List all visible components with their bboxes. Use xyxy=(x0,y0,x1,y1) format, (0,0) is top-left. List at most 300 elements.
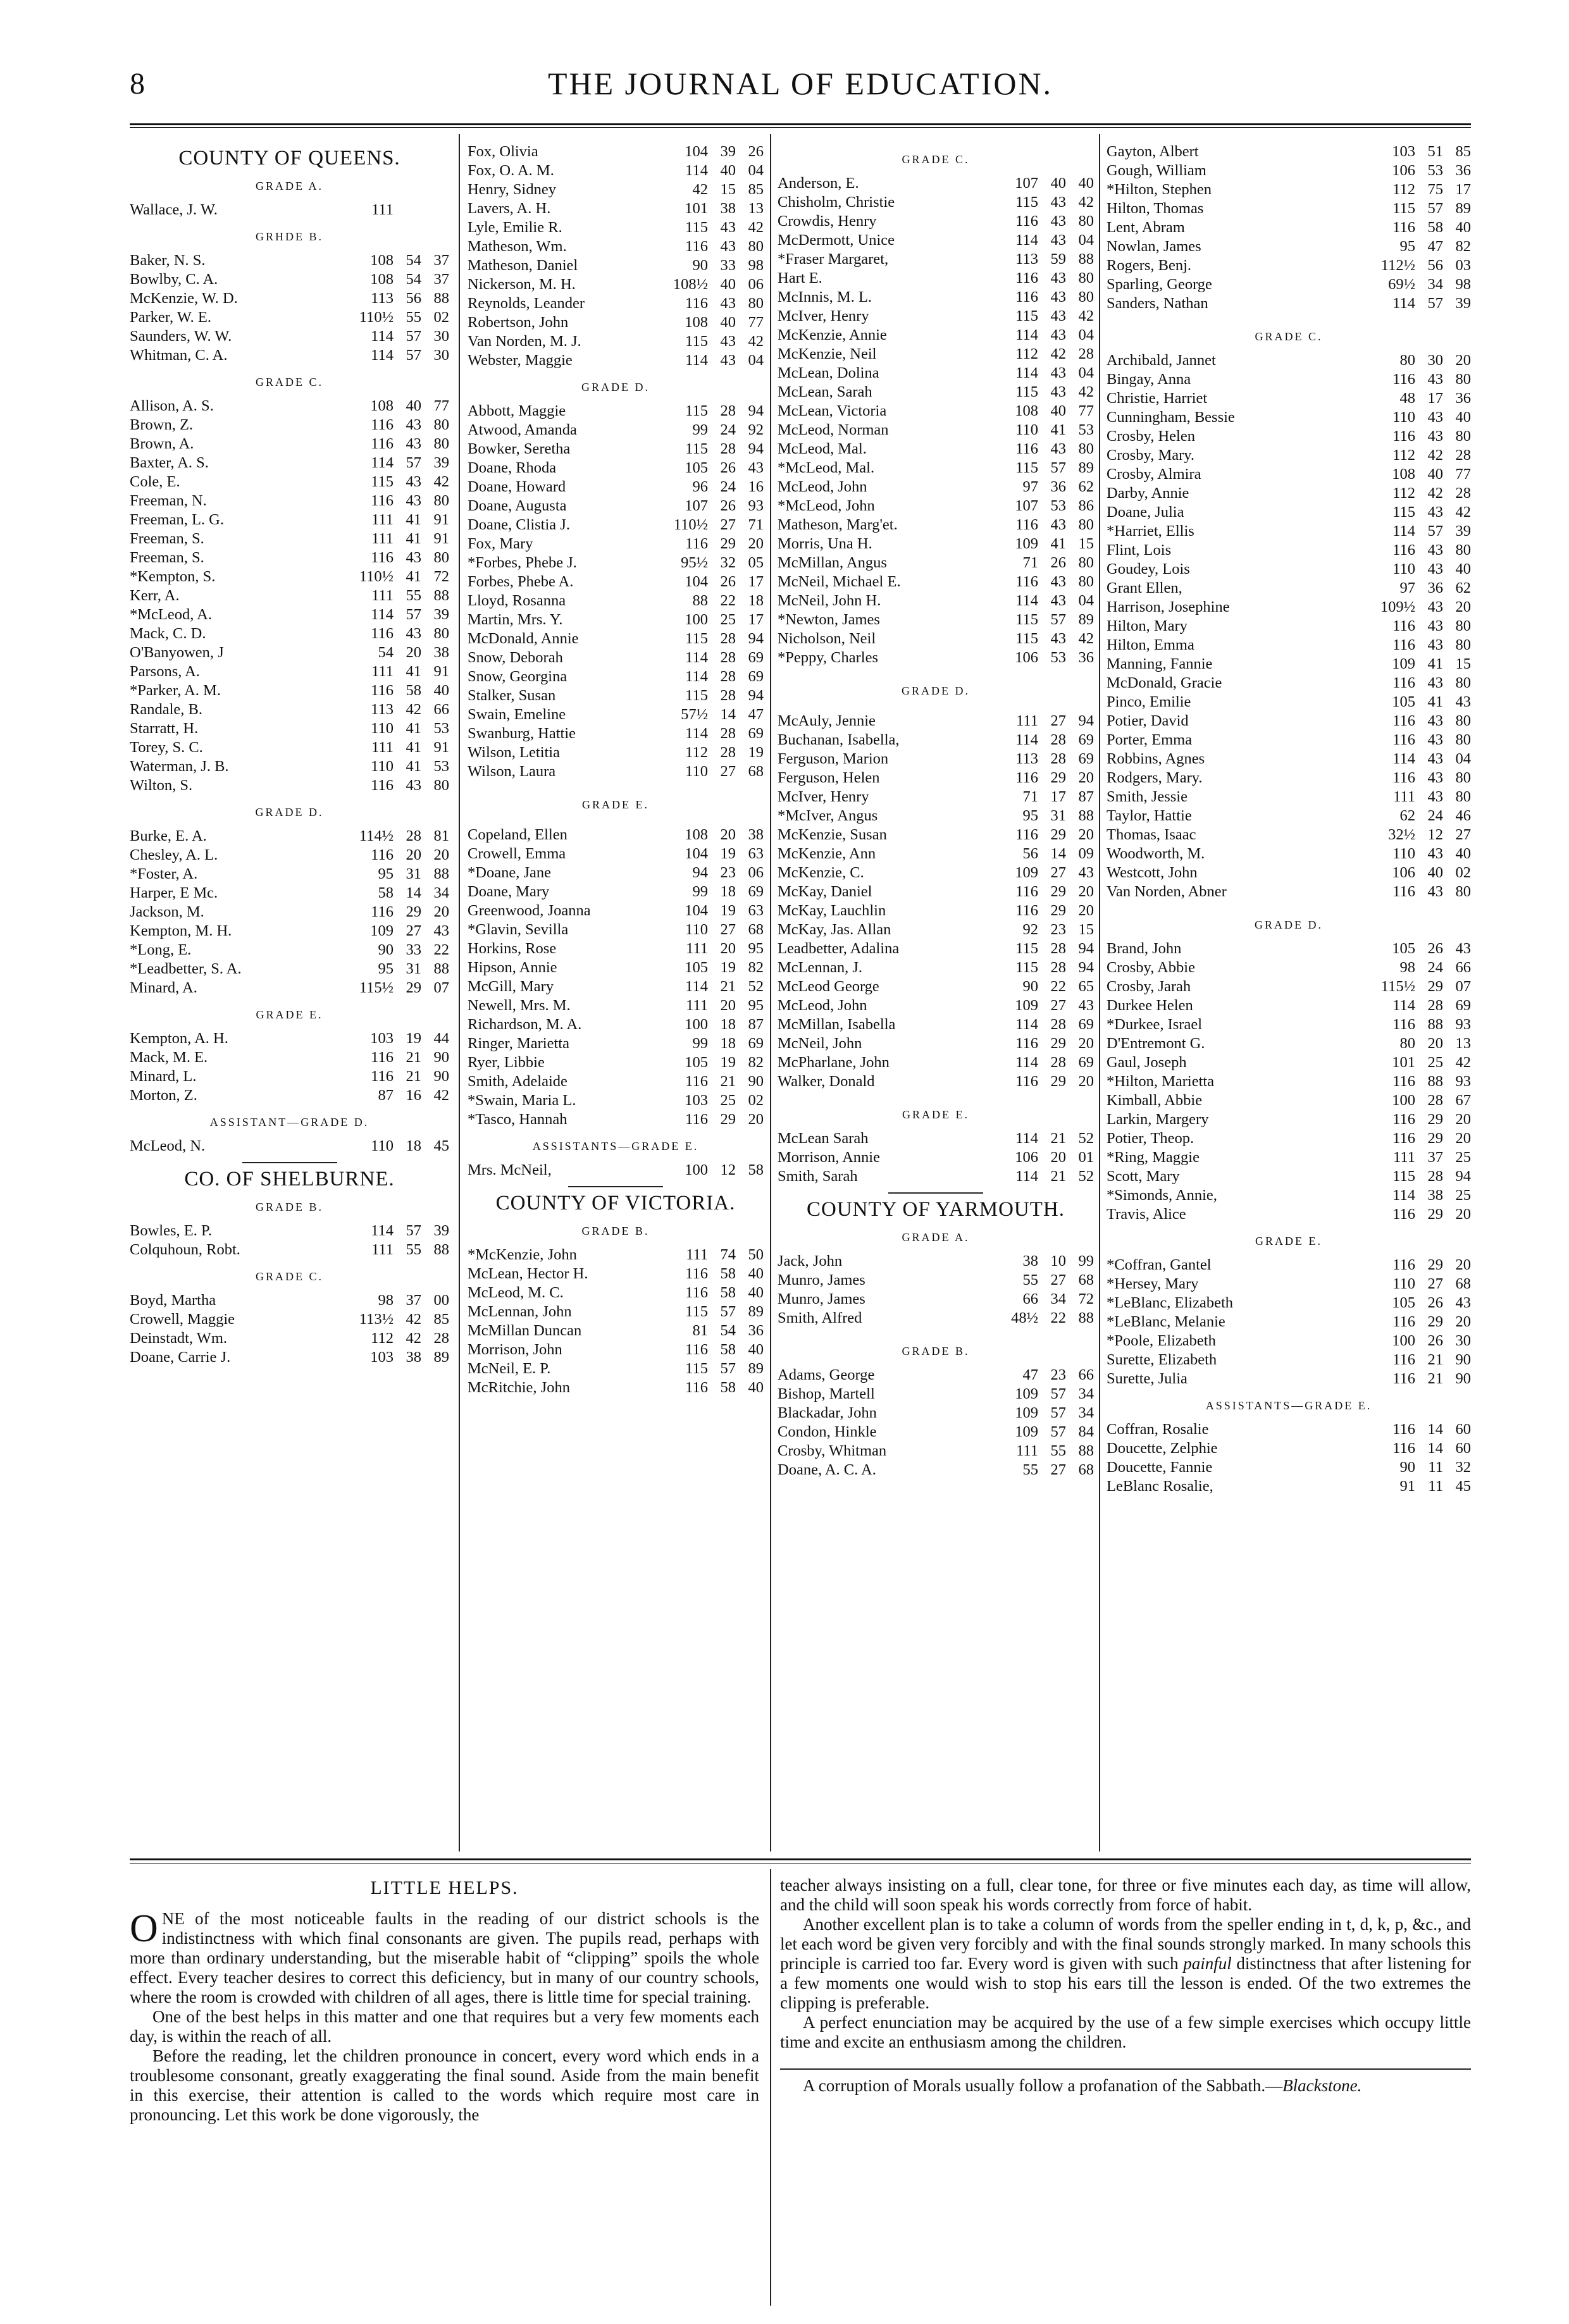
days-attended: 108 xyxy=(370,252,394,269)
grant-amount: 27 xyxy=(1427,1275,1443,1292)
grant-cents: 42 xyxy=(433,473,449,490)
days-attended: 92 xyxy=(1022,921,1038,938)
result-row xyxy=(1107,427,1471,446)
article-paragraph-2: One of the best helps in this matter and one that requires but a very few moments each day, is within the reach of all. xyxy=(130,2007,759,2046)
grant-amount: 19 xyxy=(720,902,736,919)
grant-amount: 43 xyxy=(1050,194,1066,211)
result-row xyxy=(1107,237,1471,256)
grant-amount: 57 xyxy=(406,328,421,345)
grant-amount: 29 xyxy=(1427,978,1443,995)
column-divider-1 xyxy=(459,134,460,1851)
days-attended: 116 xyxy=(1015,516,1038,533)
grant-amount: 53 xyxy=(1427,162,1443,179)
grant-amount: 29 xyxy=(1050,883,1066,900)
grant-cents: 80 xyxy=(1078,440,1094,457)
student-name: Doane, Mary xyxy=(468,883,550,900)
grant-amount: 24 xyxy=(1427,807,1443,824)
grant-amount: 57 xyxy=(720,1360,736,1377)
student-name: Doane, Clistia J. xyxy=(468,516,570,533)
result-row xyxy=(468,535,764,553)
days-attended: 116 xyxy=(685,1111,708,1128)
days-attended: 115 xyxy=(1015,959,1038,976)
grant-amount: 19 xyxy=(720,845,736,862)
grant-cents: 20 xyxy=(1078,902,1094,919)
days-attended: 111 xyxy=(371,511,394,528)
grant-cents: 20 xyxy=(1078,769,1094,786)
grant-cents: 39 xyxy=(1455,522,1471,540)
grant-cents: 28 xyxy=(1078,345,1094,362)
days-attended: 105 xyxy=(1392,1294,1415,1311)
grant-amount: 43 xyxy=(1427,560,1443,578)
grant-amount: 43 xyxy=(406,777,421,794)
grant-cents: 90 xyxy=(433,1068,449,1085)
student-name: *McLeod, John xyxy=(778,497,875,514)
student-name: Greenwood, Joanna xyxy=(468,902,591,919)
days-attended: 110 xyxy=(1392,1275,1415,1292)
result-row xyxy=(468,142,764,161)
result-row xyxy=(778,553,1094,572)
grant-amount: 43 xyxy=(1050,213,1066,230)
student-name: Porter, Emma xyxy=(1107,731,1193,748)
student-name: Robbins, Agnes xyxy=(1107,750,1205,767)
grant-amount: 56 xyxy=(1427,257,1443,274)
grant-amount: 53 xyxy=(1050,649,1066,666)
grant-amount: 42 xyxy=(406,1311,421,1328)
grant-cents: 20 xyxy=(1455,1130,1471,1147)
grant-amount: 21 xyxy=(1427,1351,1443,1368)
grant-cents: 84 xyxy=(1078,1423,1094,1440)
result-row xyxy=(468,218,764,237)
result-row xyxy=(468,553,764,572)
grant-amount: 28 xyxy=(1050,959,1066,976)
student-name: Brown, A. xyxy=(130,435,194,452)
grant-amount: 43 xyxy=(1427,674,1443,691)
student-name: Morton, Z. xyxy=(130,1087,197,1104)
student-name: Gaul, Joseph xyxy=(1107,1054,1187,1071)
student-name: McLennan, J. xyxy=(778,959,863,976)
grant-amount: 25 xyxy=(1427,1054,1443,1071)
grant-cents: 98 xyxy=(748,257,764,274)
result-row xyxy=(778,1309,1094,1328)
grant-cents: 69 xyxy=(1078,750,1094,767)
grant-cents: 80 xyxy=(433,435,449,452)
days-attended: 105 xyxy=(685,959,708,976)
days-attended: 109 xyxy=(1015,1404,1038,1421)
student-name: Crosby, Jarah xyxy=(1107,978,1191,995)
days-attended: 114 xyxy=(1392,295,1415,312)
grant-cents: 89 xyxy=(1455,200,1471,217)
days-attended: 116 xyxy=(685,1379,708,1396)
student-name: Mack, M. E. xyxy=(130,1049,208,1066)
result-row xyxy=(468,705,764,724)
grant-cents: 42 xyxy=(433,1087,449,1104)
student-name: Leadbetter, Adalina xyxy=(778,940,900,957)
days-attended: 116 xyxy=(1392,219,1415,236)
grant-cents: 38 xyxy=(433,644,449,661)
days-attended: 116 xyxy=(1015,213,1038,230)
result-row xyxy=(778,1072,1094,1091)
student-name: McNeil, Michael E. xyxy=(778,573,901,590)
grant-cents: 40 xyxy=(1455,845,1471,862)
grant-cents: 68 xyxy=(1455,1275,1471,1292)
result-row xyxy=(1107,218,1471,237)
grant-cents: 20 xyxy=(1455,1111,1471,1128)
grant-cents: 40 xyxy=(1455,219,1471,236)
grant-cents: 16 xyxy=(748,478,764,495)
grant-cents: 42 xyxy=(1078,194,1094,211)
days-attended: 116 xyxy=(1392,617,1415,634)
grant-amount: 43 xyxy=(1427,598,1443,615)
grant-cents: 36 xyxy=(1455,390,1471,407)
grant-cents: 89 xyxy=(748,1360,764,1377)
grant-amount: 28 xyxy=(1427,997,1443,1014)
result-row xyxy=(130,1310,449,1329)
student-name: Jack, John xyxy=(778,1252,843,1270)
result-row xyxy=(130,308,449,327)
student-name: Webster, Maggie xyxy=(468,352,573,369)
grant-amount: 29 xyxy=(1050,826,1066,843)
student-name: Doucette, Zelphie xyxy=(1107,1440,1218,1457)
student-name: Wilson, Laura xyxy=(468,763,556,780)
grant-amount: 14 xyxy=(720,706,736,723)
result-row xyxy=(778,572,1094,591)
grant-cents: 04 xyxy=(1078,364,1094,381)
student-name: Anderson, E. xyxy=(778,175,859,192)
student-name: Morrison, Annie xyxy=(778,1149,880,1166)
student-name: Swanburg, Hattie xyxy=(468,725,576,742)
grant-cents: 69 xyxy=(1455,997,1471,1014)
student-name: McKay, Jas. Allan xyxy=(778,921,891,938)
student-name: Parsons, A. xyxy=(130,663,200,680)
grade-heading: GRADE D. xyxy=(581,381,650,393)
grant-cents: 09 xyxy=(1078,845,1094,862)
result-row xyxy=(1107,522,1471,541)
days-attended: 110½ xyxy=(359,309,394,326)
county-heading: COUNTY OF VICTORIA. xyxy=(495,1192,736,1215)
student-name: Buchanan, Isabella, xyxy=(778,731,900,748)
grant-cents: 94 xyxy=(748,687,764,704)
result-row xyxy=(778,844,1094,863)
result-row xyxy=(130,827,449,846)
days-attended: 116 xyxy=(1015,1035,1038,1052)
student-name: *Newton, James xyxy=(778,611,880,628)
days-attended: 110½ xyxy=(359,568,394,585)
grant-cents: 53 xyxy=(1078,421,1094,438)
result-row xyxy=(1107,1369,1471,1388)
result-row xyxy=(130,1348,449,1367)
days-attended: 108 xyxy=(1015,402,1038,419)
grant-cents: 06 xyxy=(748,276,764,293)
result-row xyxy=(468,724,764,743)
result-row xyxy=(1107,370,1471,389)
days-attended: 95 xyxy=(378,865,394,882)
days-attended: 115 xyxy=(685,219,708,236)
days-attended: 105 xyxy=(685,459,708,476)
student-name: *McLeod, A. xyxy=(130,606,212,623)
student-name: *Swain, Maria L. xyxy=(468,1092,576,1109)
student-name: Darby, Annie xyxy=(1107,485,1189,502)
grant-amount: 41 xyxy=(1427,693,1443,710)
result-row xyxy=(1107,844,1471,863)
result-row xyxy=(130,491,449,510)
result-row xyxy=(778,1423,1094,1442)
grant-cents: 52 xyxy=(1078,1130,1094,1147)
result-row xyxy=(468,939,764,958)
result-row xyxy=(1107,693,1471,712)
days-attended: 90 xyxy=(1022,978,1038,995)
student-name: *Long, E. xyxy=(130,941,192,958)
student-name: Chesley, A. L. xyxy=(130,846,218,863)
result-row xyxy=(1107,446,1471,465)
grant-cents: 40 xyxy=(433,682,449,699)
result-row xyxy=(130,941,449,960)
grant-amount: 28 xyxy=(1050,1054,1066,1071)
student-name: McLeod, Mal. xyxy=(778,440,867,457)
grant-cents: 20 xyxy=(1078,1073,1094,1090)
days-attended: 116 xyxy=(371,777,394,794)
result-row xyxy=(468,402,764,421)
student-name: Henry, Sidney xyxy=(468,181,556,198)
result-row xyxy=(468,572,764,591)
grant-cents: 34 xyxy=(1078,1385,1094,1402)
days-attended: 116 xyxy=(1392,636,1415,653)
grant-amount: 57 xyxy=(1050,459,1066,476)
student-name: Minard, L. xyxy=(130,1068,197,1085)
grant-cents: 80 xyxy=(1455,371,1471,388)
result-row xyxy=(1107,1091,1471,1110)
grant-cents: 04 xyxy=(1078,326,1094,343)
days-attended: 115 xyxy=(685,1360,708,1377)
student-name: Cole, E. xyxy=(130,473,180,490)
grant-cents: 20 xyxy=(1078,826,1094,843)
grant-cents: 20 xyxy=(748,1111,764,1128)
grant-cents: 36 xyxy=(1078,649,1094,666)
days-attended: 116 xyxy=(371,903,394,920)
grant-amount: 43 xyxy=(1427,769,1443,786)
grant-cents: 40 xyxy=(748,1341,764,1358)
grant-cents: 77 xyxy=(1078,402,1094,419)
grant-cents: 42 xyxy=(748,333,764,350)
grant-cents: 04 xyxy=(748,352,764,369)
student-name: Morris, Una H. xyxy=(778,535,872,552)
result-row xyxy=(130,846,449,865)
grant-cents: 80 xyxy=(1455,712,1471,729)
grant-cents: 93 xyxy=(1455,1016,1471,1033)
days-attended: 114 xyxy=(1392,1187,1415,1204)
days-attended: 48½ xyxy=(1011,1309,1038,1326)
days-attended: 80 xyxy=(1399,352,1415,369)
days-attended: 58 xyxy=(378,884,394,901)
result-row xyxy=(130,738,449,757)
days-attended: 111 xyxy=(1393,1149,1415,1166)
county-heading: COUNTY OF YARMOUTH. xyxy=(807,1198,1065,1221)
days-attended: 99 xyxy=(692,1035,708,1052)
student-name: Munro, James xyxy=(778,1290,865,1307)
result-row xyxy=(130,1291,449,1310)
result-row xyxy=(778,231,1094,250)
grant-amount: 43 xyxy=(1050,326,1066,343)
days-attended: 116 xyxy=(1392,712,1415,729)
student-name: Hipson, Annie xyxy=(468,959,557,976)
column-divider-2 xyxy=(770,134,771,1851)
grant-amount: 14 xyxy=(1427,1421,1443,1438)
days-attended: 90 xyxy=(378,941,394,958)
days-attended: 114 xyxy=(1392,997,1415,1014)
grant-cents: 68 xyxy=(748,921,764,938)
grant-amount: 29 xyxy=(1050,1035,1066,1052)
result-row xyxy=(778,1385,1094,1404)
result-row xyxy=(1107,161,1471,180)
student-name: *Peppy, Charles xyxy=(778,649,878,666)
page-header xyxy=(130,60,1471,111)
grant-amount: 43 xyxy=(406,473,421,490)
grant-cents: 89 xyxy=(748,1303,764,1320)
grant-amount: 22 xyxy=(1050,978,1066,995)
days-attended: 109 xyxy=(1015,997,1038,1014)
student-name: McKenzie, W. D. xyxy=(130,290,238,307)
grant-cents: 39 xyxy=(433,1222,449,1239)
days-attended: 116 xyxy=(1392,883,1415,900)
days-attended: 98 xyxy=(1399,959,1415,976)
grant-amount: 14 xyxy=(406,884,421,901)
student-name: McLennan, John xyxy=(468,1303,572,1320)
days-attended: 107 xyxy=(685,497,708,514)
student-name: Crosby, Almira xyxy=(1107,466,1201,483)
result-row xyxy=(468,421,764,440)
grant-cents: 39 xyxy=(433,454,449,471)
grant-amount: 26 xyxy=(720,459,736,476)
days-attended: 116 xyxy=(1392,731,1415,748)
grant-cents: 27 xyxy=(1455,826,1471,843)
grade-heading: ASSISTANT—GRADE D. xyxy=(209,1116,369,1128)
grant-amount: 24 xyxy=(720,478,736,495)
student-name: Bishop, Martell xyxy=(778,1385,875,1402)
student-name: Kempton, M. H. xyxy=(130,922,232,939)
grant-cents: 72 xyxy=(433,568,449,585)
grant-amount: 42 xyxy=(406,1330,421,1347)
result-row xyxy=(778,1442,1094,1461)
days-attended: 111 xyxy=(686,1246,708,1263)
days-attended: 97 xyxy=(1022,478,1038,495)
days-attended: 104 xyxy=(685,143,708,160)
grant-cents: 80 xyxy=(1455,428,1471,445)
grant-cents: 82 xyxy=(1455,238,1471,255)
grant-cents: 45 xyxy=(433,1137,449,1154)
result-row xyxy=(130,662,449,681)
result-row xyxy=(468,275,764,294)
grant-cents: 20 xyxy=(433,903,449,920)
result-row xyxy=(130,473,449,491)
student-name: Blackadar, John xyxy=(778,1404,877,1421)
days-attended: 111 xyxy=(371,201,394,218)
grant-amount: 57 xyxy=(406,606,421,623)
grant-cents: 69 xyxy=(748,1035,764,1052)
result-row xyxy=(130,1048,449,1067)
grant-cents: 88 xyxy=(1078,807,1094,824)
student-name: Coffran, Rosalie xyxy=(1107,1421,1209,1438)
result-row xyxy=(468,1283,764,1302)
grant-amount: 56 xyxy=(406,290,421,307)
grade-heading: GRADE A. xyxy=(902,1231,970,1244)
student-name: Surette, Elizabeth xyxy=(1107,1351,1217,1368)
days-attended: 108½ xyxy=(673,276,708,293)
days-attended: 115 xyxy=(1015,307,1038,324)
days-attended: 114 xyxy=(371,1222,394,1239)
student-name: Jackson, M. xyxy=(130,903,204,920)
grant-amount: 43 xyxy=(1050,288,1066,306)
days-attended: 111 xyxy=(371,663,394,680)
grant-amount: 58 xyxy=(1427,219,1443,236)
grant-cents: 63 xyxy=(748,845,764,862)
grant-amount: 42 xyxy=(1427,485,1443,502)
grant-cents: 88 xyxy=(433,587,449,604)
days-attended: 116 xyxy=(1392,1130,1415,1147)
grant-amount: 43 xyxy=(1427,371,1443,388)
student-name: McKay, Lauchlin xyxy=(778,902,886,919)
grant-cents: 93 xyxy=(748,497,764,514)
student-name: Mrs. McNeil, xyxy=(468,1161,552,1178)
grant-amount: 29 xyxy=(720,535,736,552)
student-name: Doane, A. C. A. xyxy=(778,1461,876,1478)
result-row xyxy=(130,757,449,776)
days-attended: 111 xyxy=(686,997,708,1014)
grant-amount: 23 xyxy=(1050,1366,1066,1383)
article-paragraph-1: ONE of the most noticeable faults in the reading of our district schools is the indistinctness with which final consonants are given. The pupils read, perhaps with more than ordinary understanding, but the miserable habit of “clipping” spoils the whole effect. Every teacher desires to correct this deficiency, but in many of our country schools, where the room is crowded with children of all ages, there is little time for special training. xyxy=(130,1907,759,2006)
grant-cents: 32 xyxy=(1455,1459,1471,1476)
grant-amount: 29 xyxy=(1427,1130,1443,1147)
grant-cents: 80 xyxy=(1455,883,1471,900)
student-name: Travis, Alice xyxy=(1107,1206,1186,1223)
grant-cents: 50 xyxy=(748,1246,764,1263)
student-name: Smith, Sarah xyxy=(778,1168,858,1185)
grant-amount: 41 xyxy=(406,758,421,775)
result-row xyxy=(468,459,764,478)
grade-heading: GRADE D. xyxy=(902,684,970,697)
student-name: McLeod, M. C. xyxy=(468,1284,564,1301)
grant-cents: 93 xyxy=(1455,1073,1471,1090)
grant-amount: 25 xyxy=(720,1092,736,1109)
student-name: Whitman, C. A. xyxy=(130,347,228,364)
days-attended: 101 xyxy=(685,200,708,217)
grant-amount: 28 xyxy=(1050,1016,1066,1033)
days-attended: 115 xyxy=(1392,1168,1415,1185)
result-row xyxy=(130,251,449,270)
result-row xyxy=(1107,180,1471,199)
grant-cents: 87 xyxy=(1078,788,1094,805)
student-name: Forbes, Phebe A. xyxy=(468,573,574,590)
result-row xyxy=(778,535,1094,553)
grant-cents: 89 xyxy=(1078,459,1094,476)
days-attended: 116 xyxy=(1392,769,1415,786)
grant-cents: 81 xyxy=(433,827,449,844)
days-attended: 115 xyxy=(1015,940,1038,957)
days-attended: 115 xyxy=(685,402,708,419)
days-attended: 112 xyxy=(371,1330,394,1347)
grant-amount: 18 xyxy=(720,883,736,900)
result-row xyxy=(1107,996,1471,1015)
grant-cents: 88 xyxy=(433,865,449,882)
result-row xyxy=(1107,465,1471,484)
grant-cents: 17 xyxy=(748,611,764,628)
result-row xyxy=(130,435,449,454)
student-name: Waterman, J. B. xyxy=(130,758,229,775)
days-attended: 113 xyxy=(371,290,394,307)
student-name: Condon, Hinkle xyxy=(778,1423,877,1440)
student-name: McLeod George xyxy=(778,978,879,995)
result-row xyxy=(1107,750,1471,769)
grant-amount: 53 xyxy=(1050,497,1066,514)
grant-amount: 28 xyxy=(1050,750,1066,767)
